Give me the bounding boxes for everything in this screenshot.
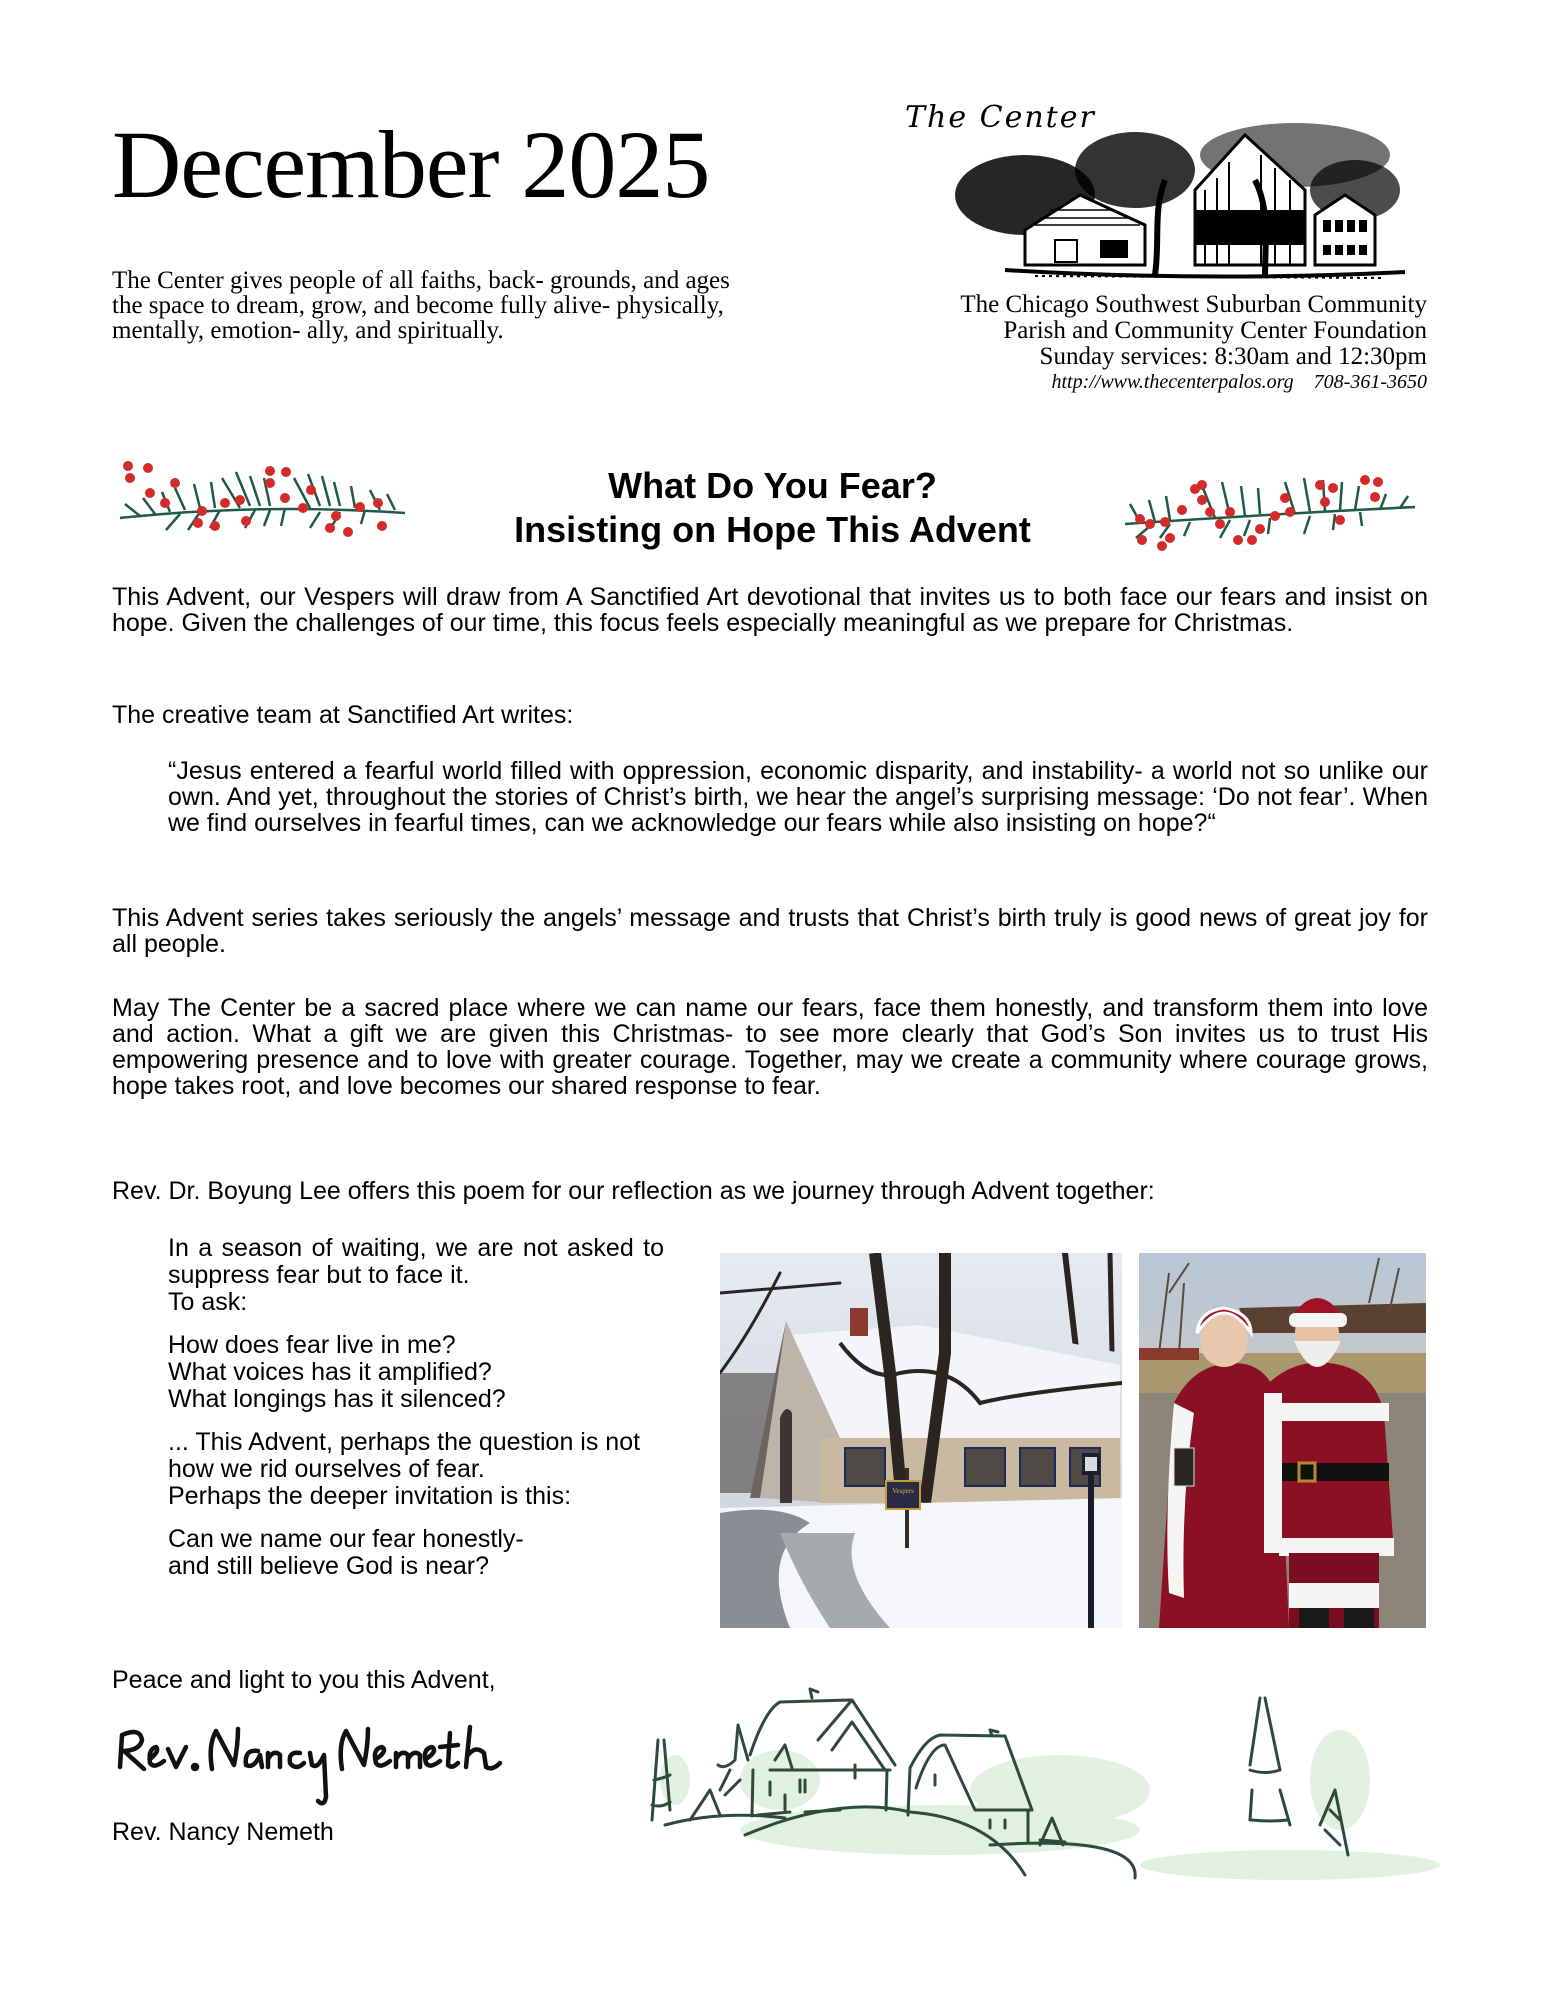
block-quote: “Jesus entered a fearful world filled with oppression, economic disparity, and instability- a world not so unlike our own. And yet, throughout the stories of Christ’s birth, we hear the angel’s surprising message: ‘Do not fear’. When we find ourselves in fearful times, can we acknowledge our fears while also insisting on hope?“ — [168, 757, 1428, 837]
poem-stanza — [168, 1526, 664, 1580]
poem-line: What voices has it amplified? — [168, 1358, 492, 1386]
service-times: Sunday services: 8:30am and 12:30pm — [1039, 343, 1427, 370]
center-logo — [905, 100, 1410, 280]
article-paragraph: This Advent, our Vespers will draw from A Sanctified Art devotional that invites us to both face our fears and insist on hope. Given the challenges of our time, this focus feels especially meaningful as we prepare for Christmas. — [112, 583, 1428, 637]
article-paragraph: The creative team at Sanctified Art writes: — [112, 701, 574, 729]
poem-line: To ask: — [168, 1288, 248, 1316]
santa-mrs-claus-image — [1139, 1253, 1426, 1628]
website-link[interactable]: http://www.thecenterpalos.org — [1051, 371, 1294, 393]
snowy-chapel-image — [720, 1253, 1122, 1628]
santa-photo — [1139, 1253, 1426, 1628]
building-sketch-icon — [905, 100, 1410, 280]
closing-salutation: Peace and light to you this Advent, — [112, 1666, 496, 1694]
logo-script-text: The Center — [905, 100, 1096, 135]
org-name-line2: Parish and Community Center Foundation — [1003, 317, 1427, 344]
poem-stanza — [168, 1429, 664, 1510]
headline-line2: Insisting on Hope This Advent — [514, 509, 1031, 550]
pine-berry-garland-icon — [110, 448, 410, 553]
article-paragraph: Rev. Dr. Boyung Lee offers this poem for our reflection as we journey through Advent together: — [112, 1177, 1155, 1205]
poem — [168, 1235, 664, 1596]
poem-line: How does fear live in me? — [168, 1331, 456, 1359]
vespers-sign-text: Vespers — [892, 1487, 914, 1495]
article-headline — [400, 464, 1145, 552]
org-name-line1: The Chicago Southwest Suburban Community — [960, 291, 1427, 318]
poem-line: In a season of waiting, we are not asked to suppress fear but to face it. — [168, 1234, 664, 1289]
poem-line: Perhaps the deeper invitation is this: — [168, 1482, 572, 1510]
phone-number: 708-361-3650 — [1313, 371, 1427, 393]
poem-line: and still believe God is near? — [168, 1552, 490, 1580]
headline-line1: What Do You Fear? — [608, 465, 937, 506]
article-paragraph: This Advent series takes seriously the angels’ message and trusts that Christ’s birth truly is good news of great joy for all people. — [112, 904, 1428, 958]
organization-info — [960, 292, 1427, 394]
snowy-village-sketch-icon — [640, 1670, 1440, 1890]
poem-stanza — [168, 1235, 664, 1316]
article-paragraph: May The Center be a sacred place where we can name our fears, face them honestly, and transform them into love and action. What a gift we are given this Christmas- to see more clearly that God’s Son invites us to trust His empowering presence and to love with greater courage. Together, may we create a community where courage grows, hope takes root, and love becomes our shared response to fear. — [112, 994, 1428, 1100]
poem-line: What longings has it silenced? — [168, 1385, 506, 1413]
mission-statement: The Center gives people of all faiths, back- grounds, and ages the space to dream, grow, and become fully alive- physically, mentally, emotion- ally, and spiritually. — [112, 267, 730, 344]
poem-stanza — [168, 1332, 664, 1413]
handwritten-signature — [112, 1715, 542, 1815]
newsletter-title: December 2025 — [112, 111, 710, 218]
poem-line: Can we name our fear honestly- — [168, 1525, 524, 1553]
signer-name: Rev. Nancy Nemeth — [112, 1818, 334, 1846]
contact-line — [960, 370, 1427, 394]
pine-berry-garland-icon — [1120, 452, 1420, 557]
poem-line: ... This Advent, perhaps the question is not how we rid ourselves of fear. — [168, 1428, 641, 1483]
church-photo — [720, 1253, 1122, 1628]
